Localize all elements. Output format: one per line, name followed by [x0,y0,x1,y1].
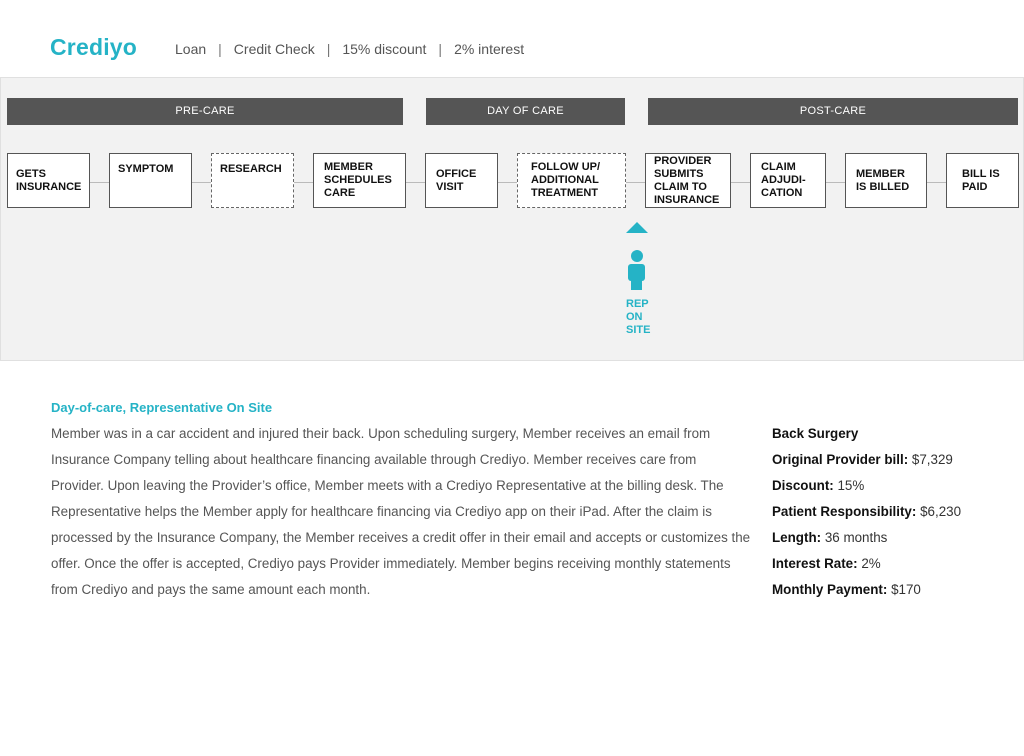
loan-facts [772,421,1017,603]
rep-on-site-label [626,298,666,337]
step-member-is-billed [845,153,927,208]
tag-credit-check: Credit Check [233,41,315,57]
step-line: ADDITIONAL [531,174,599,186]
connector [191,182,211,183]
fact-label: Original Provider bill: [772,452,909,467]
tag-separator: | [218,41,222,57]
connector [926,182,946,183]
fact-value: $6,230 [920,504,962,519]
fact-label: Monthly Payment: [772,582,888,597]
fact-value: 2% [861,556,881,571]
step-line: MEMBER [856,167,905,180]
step-line: CATION [761,187,803,199]
step-line: CARE [324,187,356,199]
connector [825,182,845,183]
scenario-title: Day-of-care, Representative On Site [51,400,273,415]
fact-patient-responsibility [772,499,1017,525]
step-line: ADJUDI- [761,174,806,186]
step-gets-insurance [7,153,90,208]
person-icon [624,222,664,294]
step-line: CLAIM [761,161,796,173]
step-line: OFFICE [436,167,477,180]
step-follow-up [517,153,626,208]
fact-label: Length: [772,530,822,545]
fact-value: $7,329 [911,452,953,467]
step-line: INSURANCE [16,180,82,193]
procedure-name [772,421,1017,447]
tagline [175,41,524,57]
fact-label: Patient Responsibility: [772,504,917,519]
step-line: SCHEDULES [324,174,392,186]
phase-pre-care: PRE-CARE [7,98,403,125]
step-claim-adjudication [750,153,826,208]
marker-label-line: REP [626,298,649,310]
fact-discount [772,473,1017,499]
connector [497,182,517,183]
connector [89,182,109,183]
step-line: INSURANCE [654,193,720,206]
step-line: IS BILLED [856,180,910,193]
fact-label: Discount: [772,478,834,493]
fact-length [772,525,1017,551]
connector [625,182,645,183]
fact-monthly-payment [772,577,1017,603]
rep-on-site-marker [624,222,664,342]
brand-logo: Crediyo [50,34,138,60]
scenario-description: Member was in a car accident and injured their back. Upon scheduling surgery, Member receives an email from Insurance Company telling about healthcare financing available through Crediyo. Member receives care from Provider. Upon leaving the Provider’s office, Member meets with a Crediyo Representative at the billing desk. The Representative helps the Member apply for healthcare financing via Crediyo app on their iPad. After the claim is processed by the Insurance Company, the Member receives a credit offer in their email and accepts or customizes the offer. Once the offer is accepted, Crediyo pays Provider immediately. Member begins receiving monthly statements from Crediyo and pays the same amount each month. [51,426,751,597]
step-member-schedules-care [313,153,406,208]
step-line: BILL IS [962,167,1000,180]
pointer-arrow-icon [626,222,648,233]
step-line: FOLLOW UP/ [531,161,601,173]
step-symptom [109,153,192,208]
step-line: SUBMITS [654,167,704,180]
tag-discount: 15% discount [342,41,427,57]
step-line: SYMPTOM [118,163,174,175]
marker-label-line: ON [626,311,643,323]
step-line: VISIT [436,180,464,193]
header [0,0,1024,77]
fact-value: 36 months [824,530,888,545]
connector [293,182,313,183]
marker-label-line: SITE [626,324,651,336]
tag-interest: 2% interest [454,41,525,57]
step-research [211,153,294,208]
step-line: PAID [962,180,988,193]
step-line: CLAIM TO [654,180,707,193]
phase-day-of-care: DAY OF CARE [426,98,625,125]
step-line: PROVIDER [654,154,712,167]
step-line: RESEARCH [220,163,282,175]
step-line: TREATMENT [531,187,599,199]
fact-value: 15% [837,478,865,493]
tag-separator: | [326,41,331,57]
fact-interest-rate [772,551,1017,577]
fact-label: Interest Rate: [772,556,858,571]
fact-value: $170 [891,582,921,597]
step-bill-is-paid [946,153,1019,208]
tag-loan: Loan [175,41,207,57]
step-office-visit [425,153,498,208]
phase-post-care: POST-CARE [648,98,1018,125]
fact-original-bill [772,447,1017,473]
fact-heading: Back Surgery [772,426,859,441]
tag-separator: | [438,41,443,57]
connector [405,182,425,183]
step-line: GETS [16,167,46,180]
step-line: MEMBER [324,161,373,173]
step-provider-submits-claim [645,153,731,208]
connector [730,182,750,183]
